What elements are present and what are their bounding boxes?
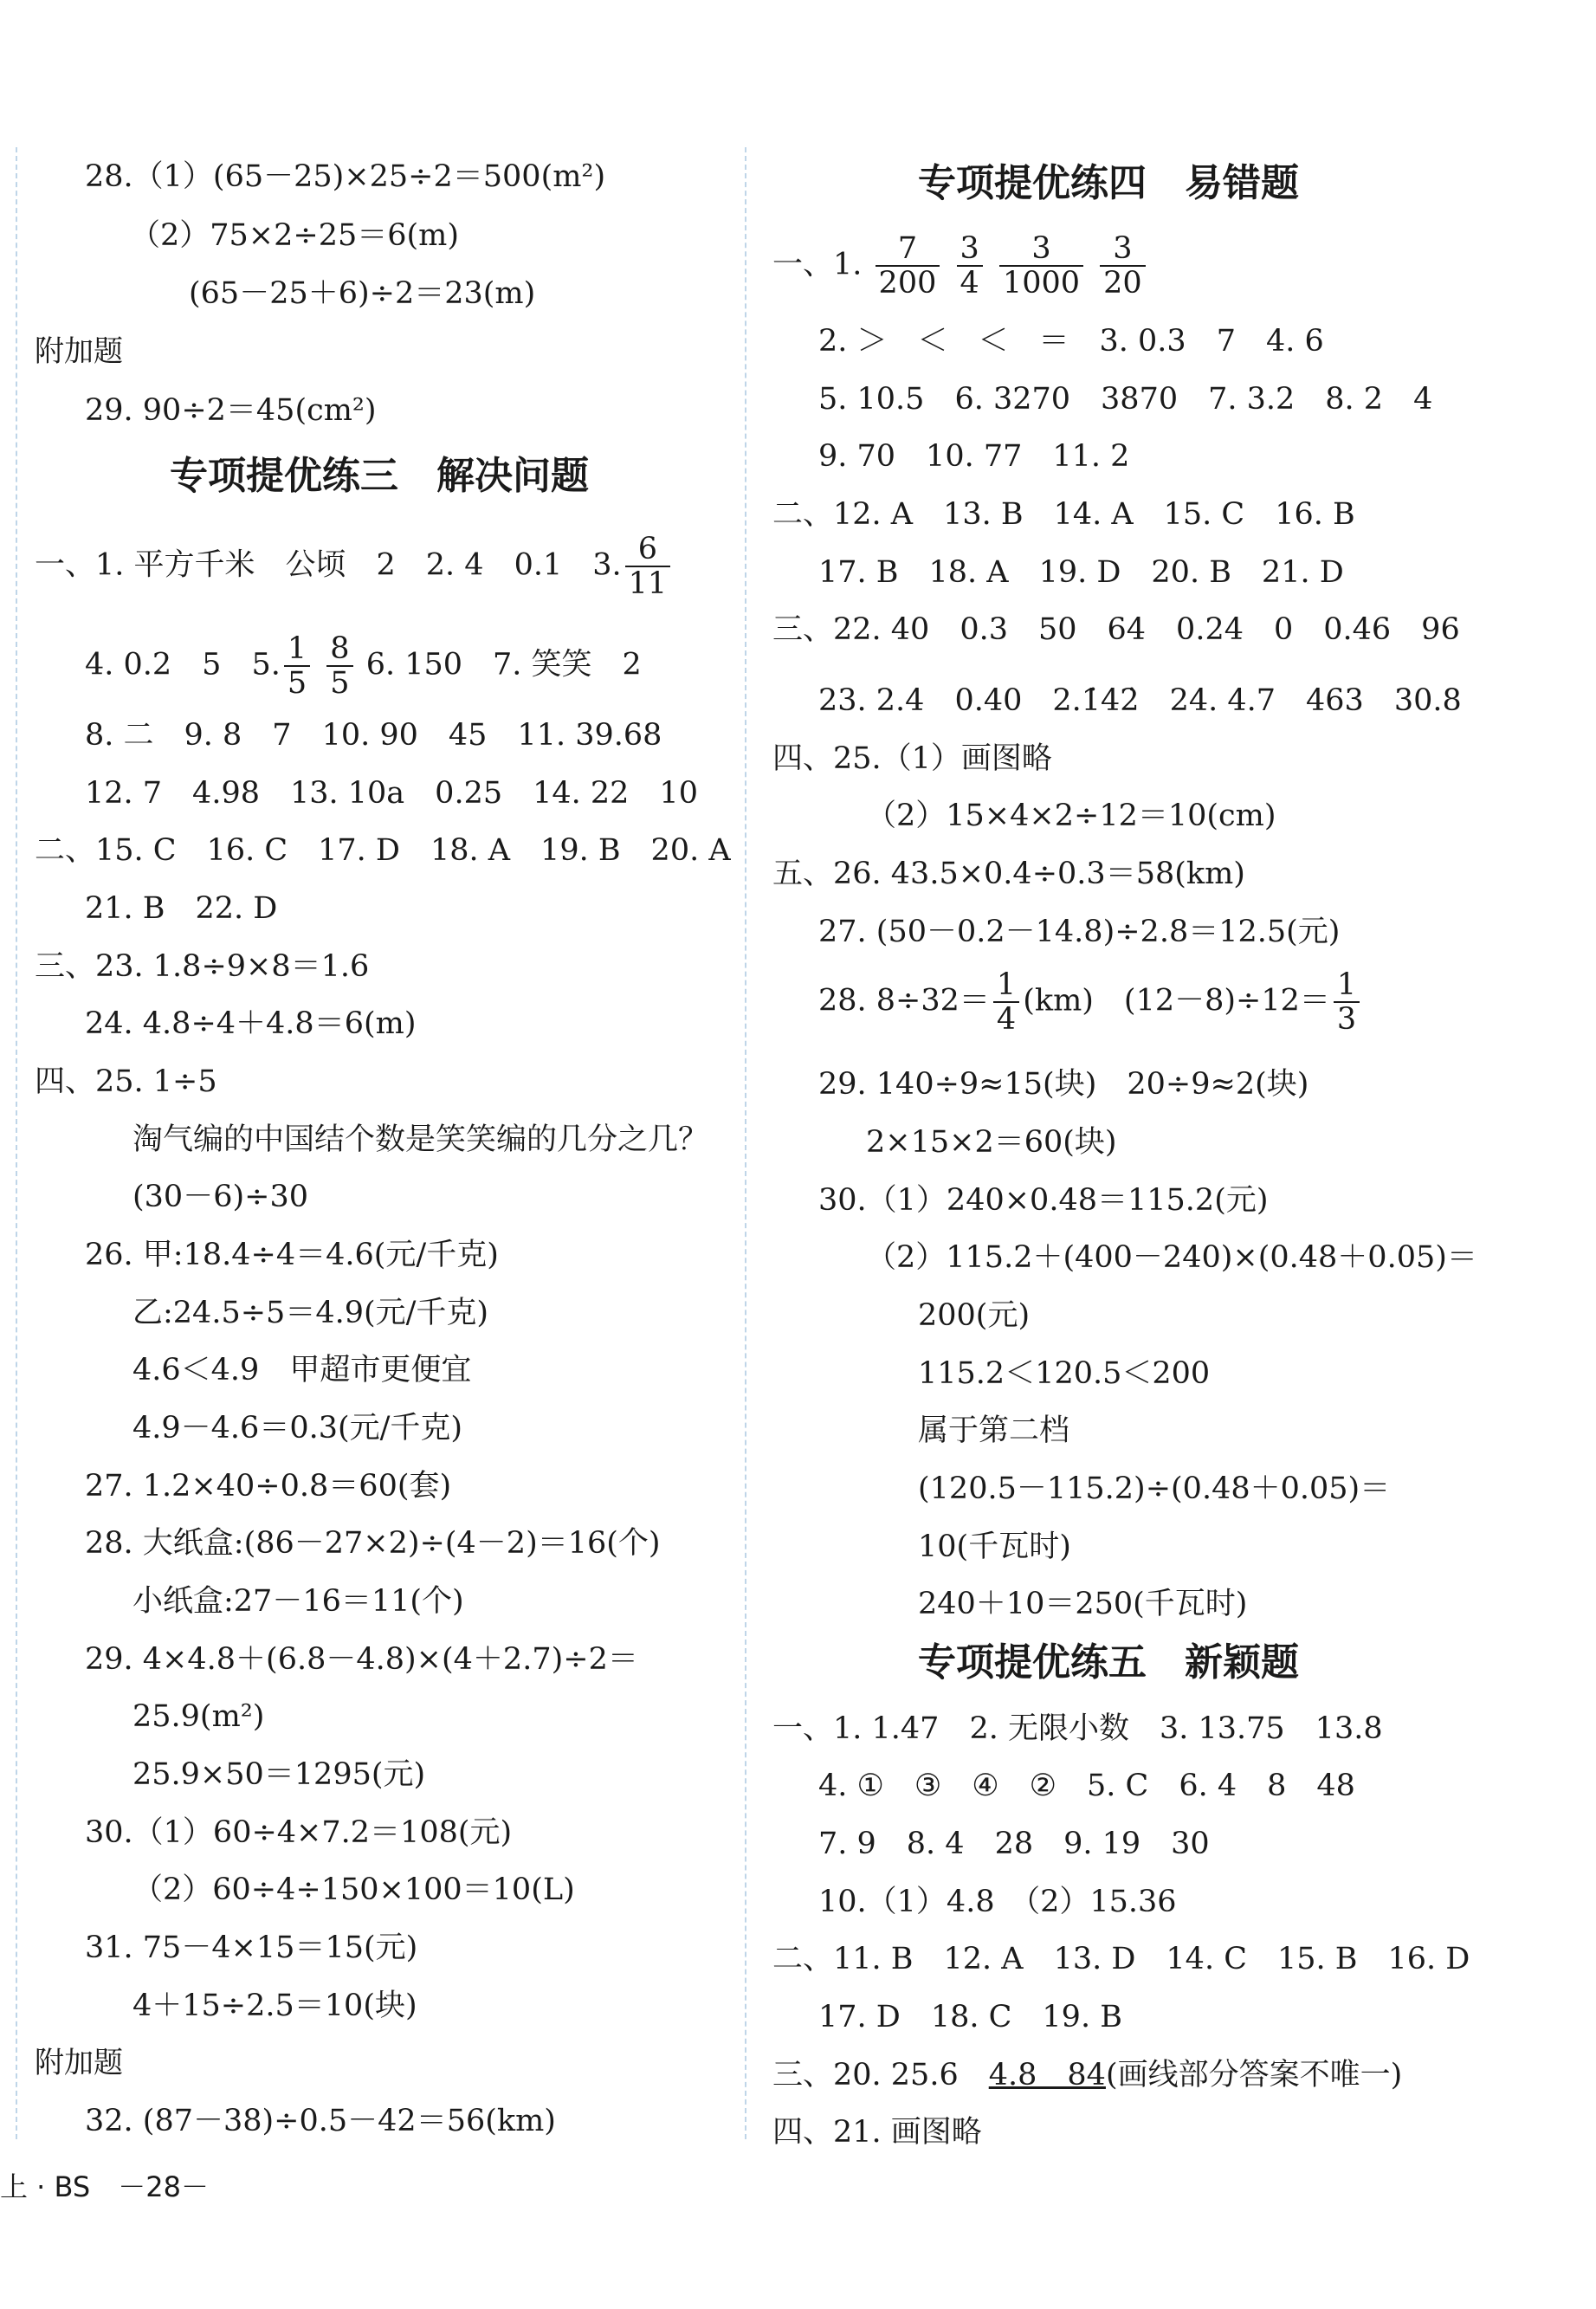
answer-line: 4. ① ③ ④ ② 5. C 6. 4 8 48 — [818, 1769, 1355, 1803]
answer-line: 25.9×50＝1295(元) — [132, 1757, 426, 1792]
answer-line: (120.5－115.2)÷(0.48＋0.05)＝ — [918, 1471, 1391, 1506]
answer-line: （2）60÷4÷150×100＝10(L) — [132, 1872, 575, 1907]
answer-line: 21. B 22. D — [85, 891, 278, 926]
answer-line: 一、1. $\frac{7}{200}$ $\frac{3}{4}$ $\frac{3}{1000}$ $\frac{3}{20}$ — [772, 232, 1149, 300]
answer-line: 29. 90÷2＝45(cm²) — [85, 393, 377, 428]
answer-line: (65－25＋6)÷2＝23(m) — [189, 276, 536, 311]
page-footer: 上 · BS －28－ — [0, 2170, 209, 2203]
answer-line: 2×15×2＝60(块) — [866, 1125, 1117, 1160]
answer-line: 4＋15÷2.5＝10(块) — [132, 1989, 417, 2023]
fraction: $\frac{7}{200}$ — [876, 232, 940, 300]
fraction: $\frac{1}{4}$ — [993, 968, 1019, 1036]
answer-line: 4.9－4.6＝0.3(元/千克) — [132, 1411, 463, 1446]
answer-line: 32. (87－38)÷0.5－42＝56(km) — [85, 2104, 556, 2138]
answer-line: 29. 140÷9≈15(块) 20÷9≈2(块) — [818, 1067, 1309, 1102]
answer-line: 28. 8÷32＝ $\frac{1}{4}$ (km) (12－8)÷12＝ $\frac{1}{3}$ — [818, 968, 1363, 1036]
answer-line: 28. 大纸盒:(86－27×2)÷(4－2)＝16(个) — [85, 1526, 661, 1561]
answer-line: 240＋10＝250(千瓦时) — [918, 1587, 1248, 1621]
left-column — [24, 0, 731, 2148]
section-title: 专项提优练三 解决问题 — [170, 454, 589, 498]
answer-line: 四、25.（1）画图略 — [772, 741, 1052, 776]
answer-line: 四、21. 画图略 — [772, 2115, 982, 2150]
left-margin-divider — [16, 147, 17, 2139]
answer-line: 五、26. 43.5×0.4÷0.3＝58(km) — [772, 857, 1245, 891]
fraction: $\frac{6}{11}$ — [625, 533, 671, 600]
section-heading: 附加题 — [35, 334, 123, 369]
fraction: $\frac{3}{4}$ — [957, 232, 983, 300]
answer-line: 三、22. 40 0.3 50 64 0.24 0 0.46 96 — [772, 612, 1460, 647]
answer-line: 9. 70 10. 77 11. 2 — [818, 439, 1130, 474]
fraction: $\frac{1}{3}$ — [1334, 968, 1360, 1036]
answer-line: 10.（1）4.8 （2）15.36 — [818, 1885, 1177, 1919]
section-heading: 附加题 — [35, 2046, 123, 2080]
answer-line: 4.6＜4.9 甲超市更便宜 — [132, 1353, 472, 1387]
answer-line: 27. (50－0.2－14.8)÷2.8＝12.5(元) — [818, 915, 1341, 949]
answer-line: 200(元) — [918, 1298, 1031, 1333]
answer-line: 23. 2.4 0.40 2.1̇42̇ 24. 4.7 463 30.8 — [818, 683, 1462, 718]
answer-line: 29. 4×4.8＋(6.8－4.8)×(4＋2.7)÷2＝ — [85, 1642, 638, 1677]
answer-line: 属于第二档 — [918, 1413, 1070, 1448]
fraction: $\frac{8}{5}$ — [326, 632, 352, 700]
answer-line: 17. B 18. A 19. D 20. B 21. D — [818, 555, 1344, 590]
fraction: $\frac{3}{20}$ — [1100, 232, 1146, 300]
answer-line: 乙:24.5÷5＝4.9(元/千克) — [132, 1296, 489, 1330]
answer-line: 7. 9 8. 4 28 9. 19 30 — [818, 1827, 1210, 1861]
section-title: 专项提优练四 易错题 — [918, 161, 1299, 205]
answer-line: (30－6)÷30 — [132, 1180, 308, 1214]
answer-line: 三、20. 25.6 4.8 84(画线部分答案不唯一) — [772, 2058, 1403, 2092]
answer-line: 淘气编的中国结个数是笑笑编的几分之几？ — [132, 1122, 709, 1157]
answer-line: 17. D 18. C 19. B — [818, 2000, 1122, 2034]
answer-line: 三、23. 1.8÷9×8＝1.6 — [35, 949, 370, 984]
answer-line: 28.（1）(65－25)×25÷2＝500(m²) — [85, 159, 606, 194]
answer-line: 二、12. A 13. B 14. A 15. C 16. B — [772, 497, 1355, 532]
fraction: $\frac{1}{5}$ — [284, 632, 310, 700]
answer-line: 二、15. C 16. C 17. D 18. A 19. B 20. A — [35, 833, 731, 868]
answer-line: （2）15×4×2÷12＝10(cm) — [866, 799, 1276, 833]
answer-line: 30.（1）240×0.48＝115.2(元) — [818, 1183, 1269, 1218]
answer-line: 27. 1.2×40÷0.8＝60(套) — [85, 1469, 452, 1504]
answer-line: 四、25. 1÷5 — [35, 1064, 217, 1099]
answer-line: 26. 甲:18.4÷4＝4.6(元/千克) — [85, 1238, 499, 1272]
answer-line: 5. 10.5 6. 3270 3870 7. 3.2 8. 2 4 — [818, 382, 1433, 417]
answer-line: 一、1. 1.47 2. 无限小数 3. 13.75 13.8 — [772, 1711, 1383, 1746]
underlined-answer: 4.8 84 — [988, 2058, 1106, 2092]
answer-line: 2. ＞ ＜ ＜ ＝ 3. 0.3 7 4. 6 — [818, 324, 1324, 359]
answer-line: 115.2＜120.5＜200 — [918, 1356, 1211, 1391]
answer-line: 10(千瓦时) — [918, 1530, 1071, 1564]
column-divider — [745, 147, 746, 2139]
answer-line: 25.9(m²) — [132, 1699, 265, 1734]
fraction: $\frac{3}{1000}$ — [999, 232, 1083, 300]
answer-line: 30.（1）60÷4×7.2＝108(元) — [85, 1815, 513, 1850]
answer-line: 8. 二 9. 8 7 10. 90 45 11. 39.68 — [85, 718, 662, 753]
answer-line: 12. 7 4.98 13. 10a 0.25 14. 22 10 — [85, 776, 698, 811]
section-title: 专项提优练五 新颖题 — [918, 1640, 1299, 1685]
answer-line: （2）115.2＋(400－240)×(0.48＋0.05)＝ — [866, 1240, 1477, 1275]
answer-line: （2）75×2÷25＝6(m) — [130, 218, 460, 253]
answer-line: 一、1. 平方千米 公顷 2 2. 4 0.1 3. $\frac{6}{11}$ — [35, 533, 674, 600]
answer-line: 24. 4.8÷4＋4.8＝6(m) — [85, 1006, 417, 1041]
answer-line: 小纸盒:27－16＝11(个) — [132, 1584, 464, 1619]
answer-line: 31. 75－4×15＝15(元) — [85, 1931, 418, 1965]
right-column — [762, 0, 1567, 2148]
answer-line: 二、11. B 12. A 13. D 14. C 15. B 16. D — [772, 1942, 1470, 1976]
answer-line: 4. 0.2 5 5. $\frac{1}{5}$ $\frac{8}{5}$ 6. 150 7. 笑笑 2 — [85, 631, 642, 701]
